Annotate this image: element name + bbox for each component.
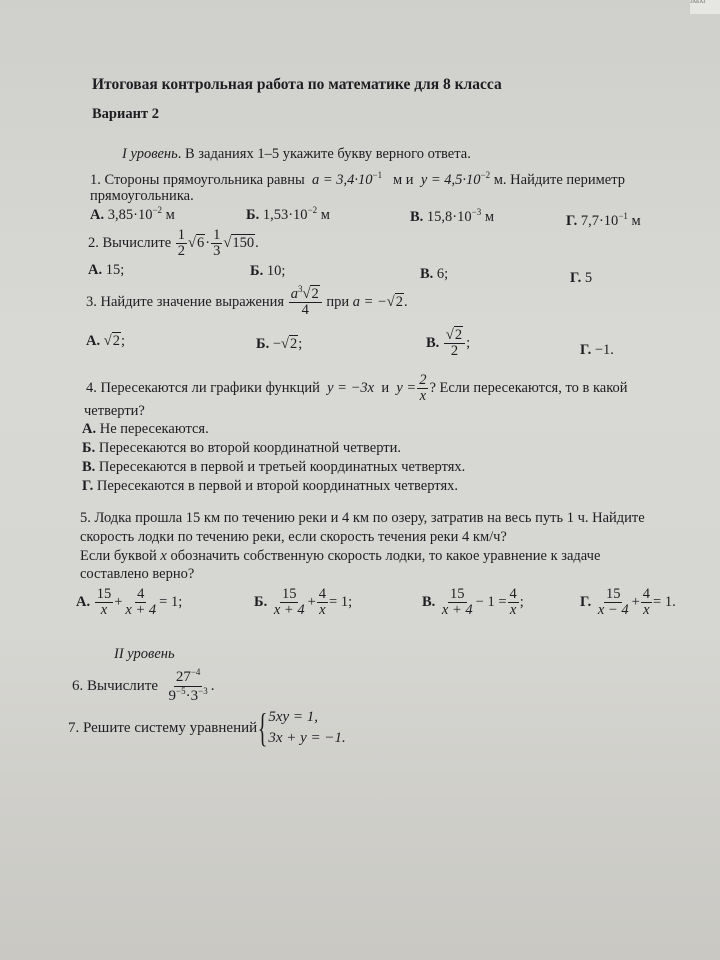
q4-option-b: Б. Пересекаются во второй координатной четверти.: [82, 440, 401, 456]
q4-line2: четверти?: [84, 403, 145, 419]
q5-option-v: В. $\frac{15}{x + 4}$ − 1 = $\frac{4}{x}$ ;: [422, 585, 524, 618]
q3-condition: a = −: [352, 293, 387, 310]
q5-line1: 5. Лодка прошла 15 км по течению реки и 4 км по озеру, затратив на весь путь 1 ч. Найдите: [80, 510, 645, 526]
q6-text: 6. Вычислите: [72, 677, 159, 694]
q3-option-a: А. √2;: [86, 333, 125, 349]
q1-y-exp: −2: [480, 170, 491, 180]
corner-note: ЗАКАЗ: [690, 0, 720, 14]
q3-option-v: В. $\frac{√2}{2}$ ;: [426, 326, 471, 359]
q7-equation-1: 5xy = 1,: [268, 709, 319, 725]
q1-a-exp: −1: [372, 170, 383, 180]
q4-option-g: Г. Пересекаются в первой и второй координатных четвертях.: [82, 478, 458, 494]
system-brace: {: [257, 705, 268, 750]
q6-fraction: $\frac{27^{-4}}{9^{-5}\cdot 3^{-3}}$: [168, 666, 208, 704]
q1-a-value: a = 3,4·10: [312, 172, 373, 188]
q2-sqrt-1: √6: [188, 234, 205, 251]
q4-text: 4. Пересекаются ли графики функций: [86, 379, 320, 396]
q2-option-g: Г. 5: [570, 270, 593, 286]
q4-function-1: y = −3x: [327, 379, 375, 396]
q3-option-b: Б. −√2;: [256, 336, 303, 352]
q3-fraction: $\frac{a^3√2}{4}$: [289, 288, 322, 317]
q3-text: 3. Найдите значение выражения: [86, 293, 285, 310]
level1-label: I уровень: [122, 146, 178, 162]
q1-option-b: Б. $1,53\cdot 10^{-2}$ м: [246, 205, 330, 223]
q2-option-v: В. 6;: [420, 266, 449, 282]
q2-sqrt-2: √150: [223, 234, 255, 251]
q1-text: 1. Стороны прямоугольника равны: [90, 172, 305, 188]
q2-text: 2. Вычислите: [88, 234, 172, 251]
q1-text-end: м. Найдите периметр: [493, 172, 625, 188]
q5-option-a: А. $\frac{15}{x}$ + $\frac{4}{x + 4}$ = 1;: [76, 585, 183, 618]
q2-option-b: Б. 10;: [250, 263, 286, 279]
q5-option-g: Г. $\frac{15}{x - 4}$ + $\frac{4}{x}$ = 1.: [580, 585, 676, 618]
q5-option-b: Б. $\frac{15}{x + 4}$ + $\frac{4}{x}$ = 1;: [254, 585, 353, 618]
q7-system: [268, 707, 345, 749]
q4-option-a: А. Не пересекаются.: [82, 421, 209, 437]
q5-line2: скорость лодки по течению реки, если скорость течения реки 4 км/ч?: [80, 529, 507, 545]
variant-label: Вариант 2: [92, 106, 159, 122]
page-title: Итоговая контрольная работа по математике для 8 класса: [92, 76, 502, 93]
q1-option-v: В. $15,8\cdot 10^{-3}$ м: [410, 207, 495, 225]
q7-equation-2: 3x + y = −1.: [268, 730, 346, 746]
q1-line2: прямоугольника.: [90, 188, 194, 204]
q5-line3: Если буквой x обозначить собственную скорость лодки, то какое уравнение к задаче: [80, 548, 601, 564]
q5-line4: составлено верно?: [80, 566, 195, 582]
q1-y-value: y = 4,5·10: [420, 172, 481, 188]
q1-unit-and: м и: [393, 172, 414, 188]
q3-option-g: Г. −1.: [580, 342, 614, 358]
q1-option-g: Г. $7,7\cdot 10^{-1}$ м: [566, 211, 641, 229]
q4-function-2: y =: [396, 379, 417, 396]
q2-fraction-1: $\frac{1}{2}$: [177, 226, 186, 259]
q6-line: 6. Вычислите $\frac{27^{-4}}{9^{-5}\cdot 3^{-3}}$ .: [72, 666, 215, 704]
level1-instruction: . В заданиях 1–5 укажите букву верного ответа.: [177, 146, 471, 162]
q4-option-v: В. Пересекаются в первой и третьей координатных четвертях.: [82, 459, 466, 475]
q2-line: 2. Вычислите $\frac{1}{2}$ √6 · $\frac{1}{3}$ √150 .: [88, 226, 259, 259]
q7-text: 7. Решите систему уравнений: [68, 719, 258, 736]
q2-option-a: А. 15;: [88, 262, 125, 278]
level2-label: II уровень: [114, 646, 175, 662]
q1-option-a: А. $3,85\cdot 10^{-2}$ м: [90, 205, 175, 223]
q7-line: [68, 706, 346, 750]
q4-line1: 4. Пересекаются ли графики функций y = −3x и y = $\frac{2}{x}$ ? Если пересекаются, то в какой: [86, 371, 628, 404]
q3-line: 3. Найдите значение выражения $\frac{a^3√2}{4}$ при a = − √ 2 .: [86, 283, 408, 318]
q1-line1: [90, 172, 625, 189]
q2-fraction-2: $\frac{1}{3}$: [213, 226, 221, 259]
level1-line: [122, 146, 471, 163]
